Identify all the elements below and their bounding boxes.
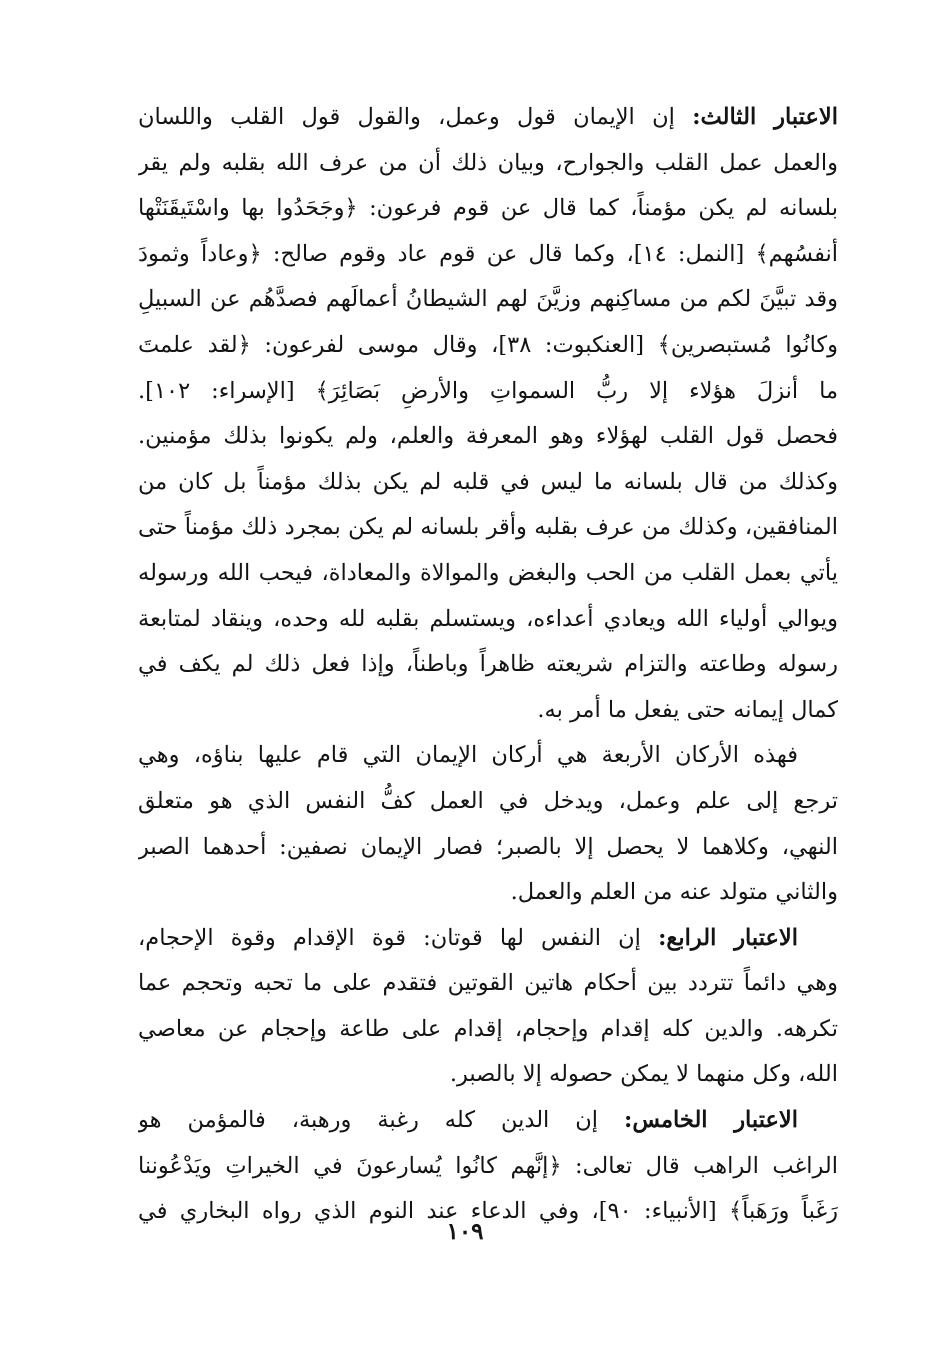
text-line: فهذه الأركان الأربعة هي أركان الإيمان التي قام عليها بناؤه، وهي: [138, 742, 798, 769]
text-line: الاعتبار الرابع: إن النفس لها قوتان: قوة الإقدام وقوة الإحجام،: [138, 924, 798, 951]
text-line: النهي، وكلاهما لا يحصل إلا بالصبر؛ فصار الإيمان نصفين: أحدهما الصبر: [138, 833, 838, 860]
text-line: فحصل قول القلب لهؤلاء وهو المعرفة والعلم، ولم يكونوا بذلك مؤمنين.: [138, 423, 838, 450]
text-line: أنفسُهم﴾ [النمل: ١٤]، وكما قال عن قوم عاد وقوم صالح: ﴿وعاداً وثمودَ: [138, 240, 838, 267]
text-line: وكانُوا مُستبصرين﴾ [العنكبوت: ٣٨]، وقال موسى لفرعون: ﴿لقد علمتَ: [138, 331, 838, 358]
text-line: رَغَباً ورَهَباً﴾ [الأنبياء: ٩٠]، وفي الدعاء عند النوم الذي رواه البخاري في: [138, 1198, 838, 1225]
text-line: رسوله وطاعته والتزام شريعته ظاهراً وباطناً، وإذا فعل ذلك لم يكف في: [138, 651, 838, 678]
text-line: وكذلك من قال بلسانه ما ليس في قلبه لم يكن بذلك مؤمناً بل كان من: [138, 468, 838, 495]
text-line: وهي دائماً تتردد بين أحكام هاتين القوتين فتقدم على ما تحبه وتحجم عما: [138, 970, 838, 997]
text-line: الاعتبار الثالث: إن الإيمان قول وعمل، والقول قول القلب واللسان: [138, 104, 838, 130]
text-line: ويوالي أولياء الله ويعادي أعداءه، ويستسلم بقلبه لله وحده، وينقاد لمتابعة: [138, 605, 838, 632]
paragraph-fifth-consideration: [138, 1098, 838, 1235]
text-line: الراغب الراهب قال تعالى: ﴿إنَّهم كانُوا يُسارعونَ في الخيراتِ ويَدْعُوننا: [138, 1152, 838, 1179]
text-line: بلسانه لم يكن مؤمناً، كما قال عن قوم فرعون: ﴿وجَحَدُوا بها واسْتَيقَنَتْها: [138, 195, 838, 222]
text-line: كمال إيمانه حتى يفعل ما أمر به.: [537, 696, 838, 723]
section-heading: الاعتبار الخامس:: [624, 1107, 798, 1134]
text-line: والثاني متولد عنه من العلم والعمل.: [510, 879, 838, 906]
text-line: الاعتبار الخامس: إن الدين كله رغبة ورهبة، فالمؤمن هو: [138, 1107, 798, 1134]
text-line: الله، وكل منهما لا يمكن حصوله إلا بالصبر.: [449, 1061, 838, 1088]
text-line: يأتي بعمل القلب من الحب والبغض والموالاة والمعاداة، فيحب الله ورسوله: [138, 559, 838, 586]
paragraph-third-consideration: [138, 95, 838, 733]
text-line: ما أنزلَ هؤلاء إلا ربُّ السمواتِ والأرضِ بَصَائِرَ﴾ [الإسراء: ١٠٢].: [138, 377, 838, 404]
paragraph-fourth-consideration: [138, 916, 838, 1098]
text-line: تكرهه. والدين كله إقدام وإحجام، إقدام على طاعة وإحجام عن معاصي: [138, 1015, 838, 1042]
paragraph-four-pillars: [138, 733, 838, 915]
section-heading: الاعتبار الثالث:: [692, 104, 838, 130]
text-line: والعمل عمل القلب والجوارح، وبيان ذلك أن من عرف الله بقلبه ولم يقر: [138, 149, 838, 176]
section-heading: الاعتبار الرابع:: [658, 924, 798, 951]
text-line: المنافقين، وكذلك من عرف بقلبه وأقر بلسانه لم يكن بمجرد ذلك مؤمناً حتى: [138, 514, 838, 541]
text-line: ترجع إلى علم وعمل، ويدخل في العمل كفُّ النفس الذي هو متعلق: [138, 787, 838, 814]
page-number: ١٠٩: [446, 1218, 484, 1245]
page-text: [138, 95, 838, 1235]
text-line: وقد تبيَّنَ لكم من مساكِنهم وزيَّنَ لهم الشيطانُ أعمالَهم فصدَّهُم عن السبيلِ: [138, 286, 838, 313]
